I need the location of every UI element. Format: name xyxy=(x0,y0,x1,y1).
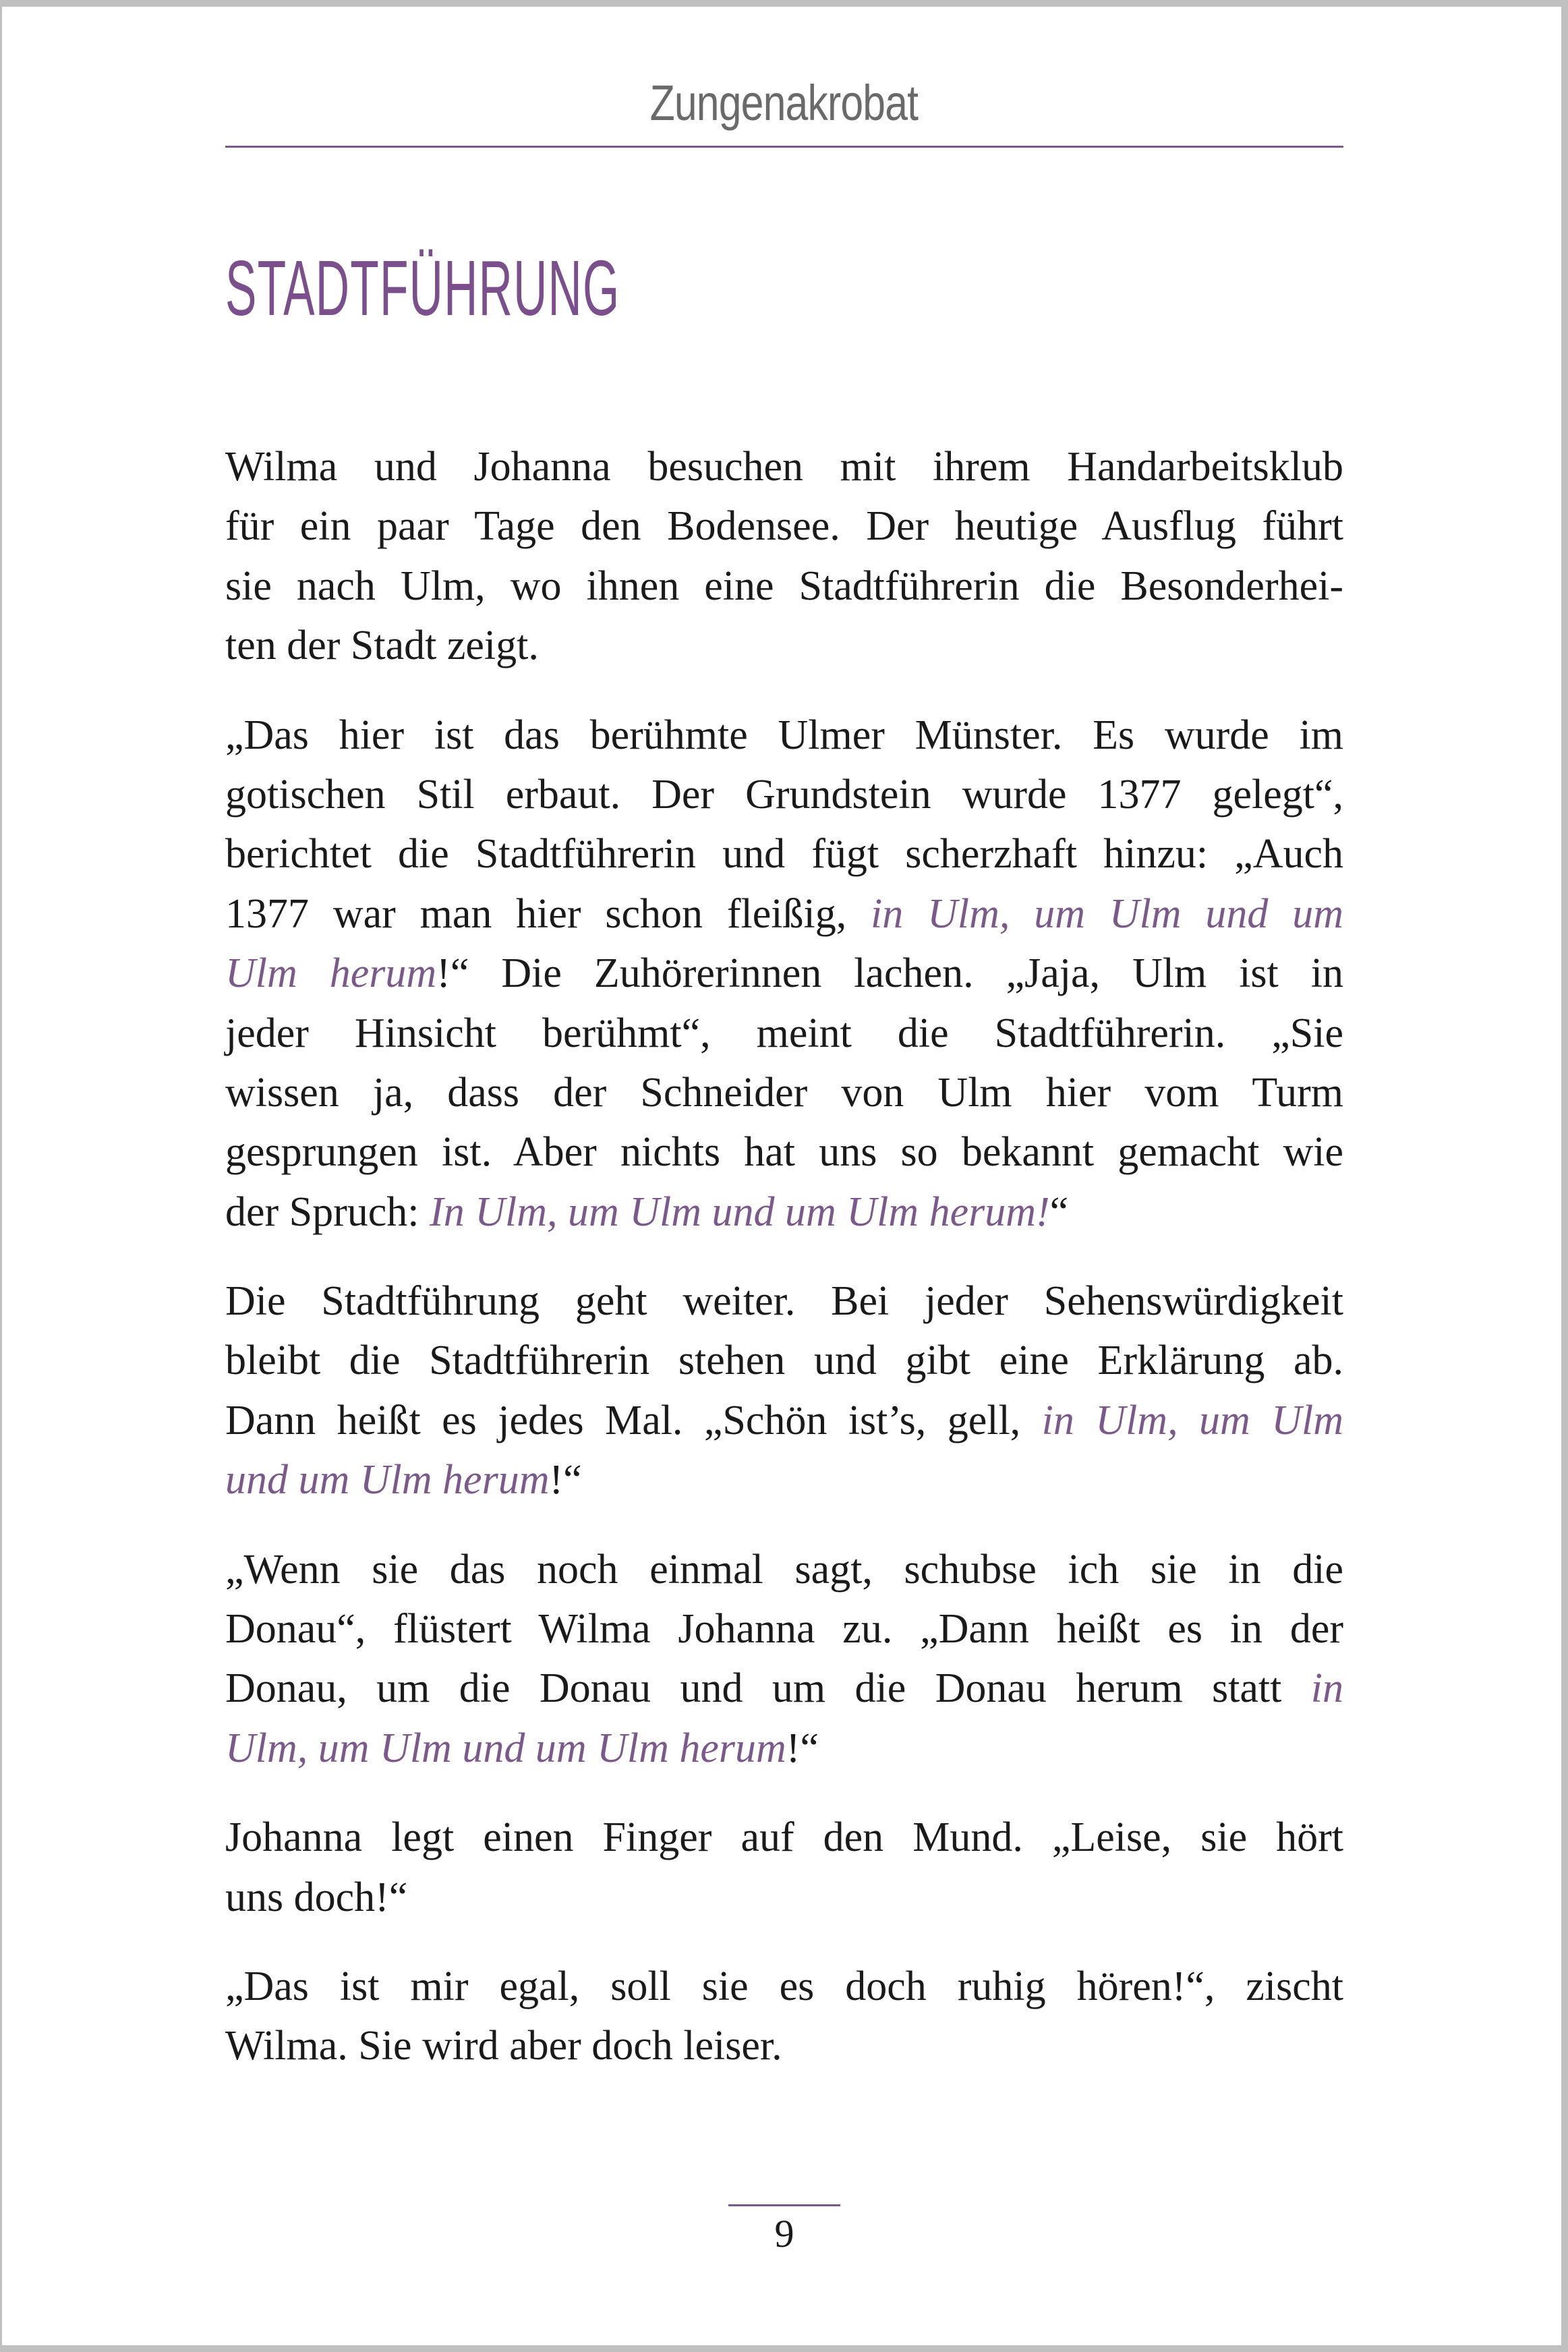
body-text xyxy=(225,437,1343,2106)
text-line xyxy=(225,1063,1343,1122)
paragraph xyxy=(225,1808,1343,1927)
text-line xyxy=(225,765,1343,824)
text-segment: Wilma und Johanna besuchen mit ihrem Handarbeitsklub xyxy=(225,444,1343,490)
paragraph xyxy=(225,706,1343,1242)
page-number-rule xyxy=(728,2204,840,2206)
text-segment: für ein paar Tage den Bodensee. Der heutige Ausflug führt xyxy=(225,503,1343,550)
text-segment: Wilma. Sie wird aber doch leiser. xyxy=(225,2023,782,2069)
text-segment: Dann heißt es jedes Mal. „Schön ist’s, gell, xyxy=(225,1397,1042,1443)
text-line xyxy=(225,1331,1343,1390)
text-segment: “ xyxy=(1049,1188,1069,1235)
text-segment: „Das hier ist das berühmte Ulmer Münster. Es wurde im xyxy=(225,712,1343,758)
paragraph xyxy=(225,1271,1343,1510)
text-line xyxy=(225,1450,1343,1510)
text-segment: Johanna legt einen Finger auf den Mund. „Leise, sie hört xyxy=(225,1814,1343,1861)
emphasized-phrase: in Ulm, um Ulm xyxy=(1041,1397,1343,1443)
text-segment: jeder Hinsicht berühmt“, meint die Stadtführerin. „Sie xyxy=(225,1010,1343,1056)
text-line xyxy=(225,1957,1343,2016)
text-segment: berichtet die Stadtführerin und fügt scherzhaft hinzu: „Auch xyxy=(225,831,1343,878)
text-line xyxy=(225,2016,1343,2075)
emphasized-phrase: Ulm herum xyxy=(225,950,437,997)
text-line xyxy=(225,1659,1343,1718)
header-rule xyxy=(225,146,1343,148)
text-segment: uns doch!“ xyxy=(225,1874,408,1920)
text-line xyxy=(225,1182,1343,1242)
chapter-title: STADTFÜHRUNG xyxy=(225,244,620,332)
emphasized-phrase: In Ulm, um Ulm und um Ulm herum! xyxy=(430,1188,1050,1235)
text-segment: bleibt die Stadtführerin stehen und gibt eine Erklärung ab. xyxy=(225,1338,1343,1384)
text-segment: der Spruch: xyxy=(225,1188,430,1235)
text-line xyxy=(225,1719,1343,1778)
text-segment: Donau“, flüstert Wilma Johanna zu. „Dann heißt es in der xyxy=(225,1606,1343,1653)
paragraph xyxy=(225,1540,1343,1779)
text-line xyxy=(225,1391,1343,1450)
emphasized-phrase: in Ulm, um Ulm und um xyxy=(871,890,1343,937)
paragraph xyxy=(225,437,1343,676)
text-line xyxy=(225,706,1343,765)
text-segment: „Wenn sie das noch einmal sagt, schubse ich sie in die xyxy=(225,1546,1343,1593)
text-segment: !“ Die Zuhörerinnen lachen. „Jaja, Ulm ist in xyxy=(436,950,1343,997)
text-segment: !“ xyxy=(786,1725,819,1771)
text-line xyxy=(225,1540,1343,1599)
running-head xyxy=(0,74,1568,132)
text-line xyxy=(225,1271,1343,1331)
text-line xyxy=(225,884,1343,944)
running-head-text: Zungenakrobat xyxy=(649,75,919,131)
text-line xyxy=(225,1599,1343,1659)
text-line xyxy=(225,1004,1343,1063)
text-line xyxy=(225,556,1343,616)
text-segment: !“ xyxy=(549,1457,582,1503)
text-segment: wissen ja, dass der Schneider von Ulm hier vom Turm xyxy=(225,1069,1343,1116)
text-line xyxy=(225,1868,1343,1927)
text-line xyxy=(225,824,1343,884)
text-segment: gotischen Stil erbaut. Der Grundstein wurde 1377 gelegt“, xyxy=(225,771,1343,818)
emphasized-phrase: in xyxy=(1310,1665,1343,1712)
text-segment: 1377 war man hier schon fleißig, xyxy=(225,890,871,937)
page-number: 9 xyxy=(774,2212,794,2256)
emphasized-phrase: und um Ulm herum xyxy=(225,1457,550,1503)
text-line xyxy=(225,496,1343,556)
text-segment: gesprungen ist. Aber nichts hat uns so bekannt gemacht wie xyxy=(225,1129,1343,1176)
emphasized-phrase: Ulm, um Ulm und um Ulm herum xyxy=(225,1725,786,1771)
text-segment: „Das ist mir egal, soll sie es doch ruhig hören!“, zischt xyxy=(225,1963,1343,2009)
text-segment: ten der Stadt zeigt. xyxy=(225,623,539,669)
text-line xyxy=(225,616,1343,675)
paragraph xyxy=(225,1957,1343,2076)
text-line xyxy=(225,437,1343,496)
text-segment: sie nach Ulm, wo ihnen eine Stadtführerin die Besonderhei- xyxy=(225,563,1343,609)
text-line xyxy=(225,1808,1343,1867)
text-line xyxy=(225,1122,1343,1182)
text-segment: Die Stadtführung geht weiter. Bei jeder Sehenswürdigkeit xyxy=(225,1278,1343,1325)
text-line xyxy=(225,944,1343,1003)
text-segment: Donau, um die Donau und um die Donau herum statt xyxy=(225,1665,1311,1712)
